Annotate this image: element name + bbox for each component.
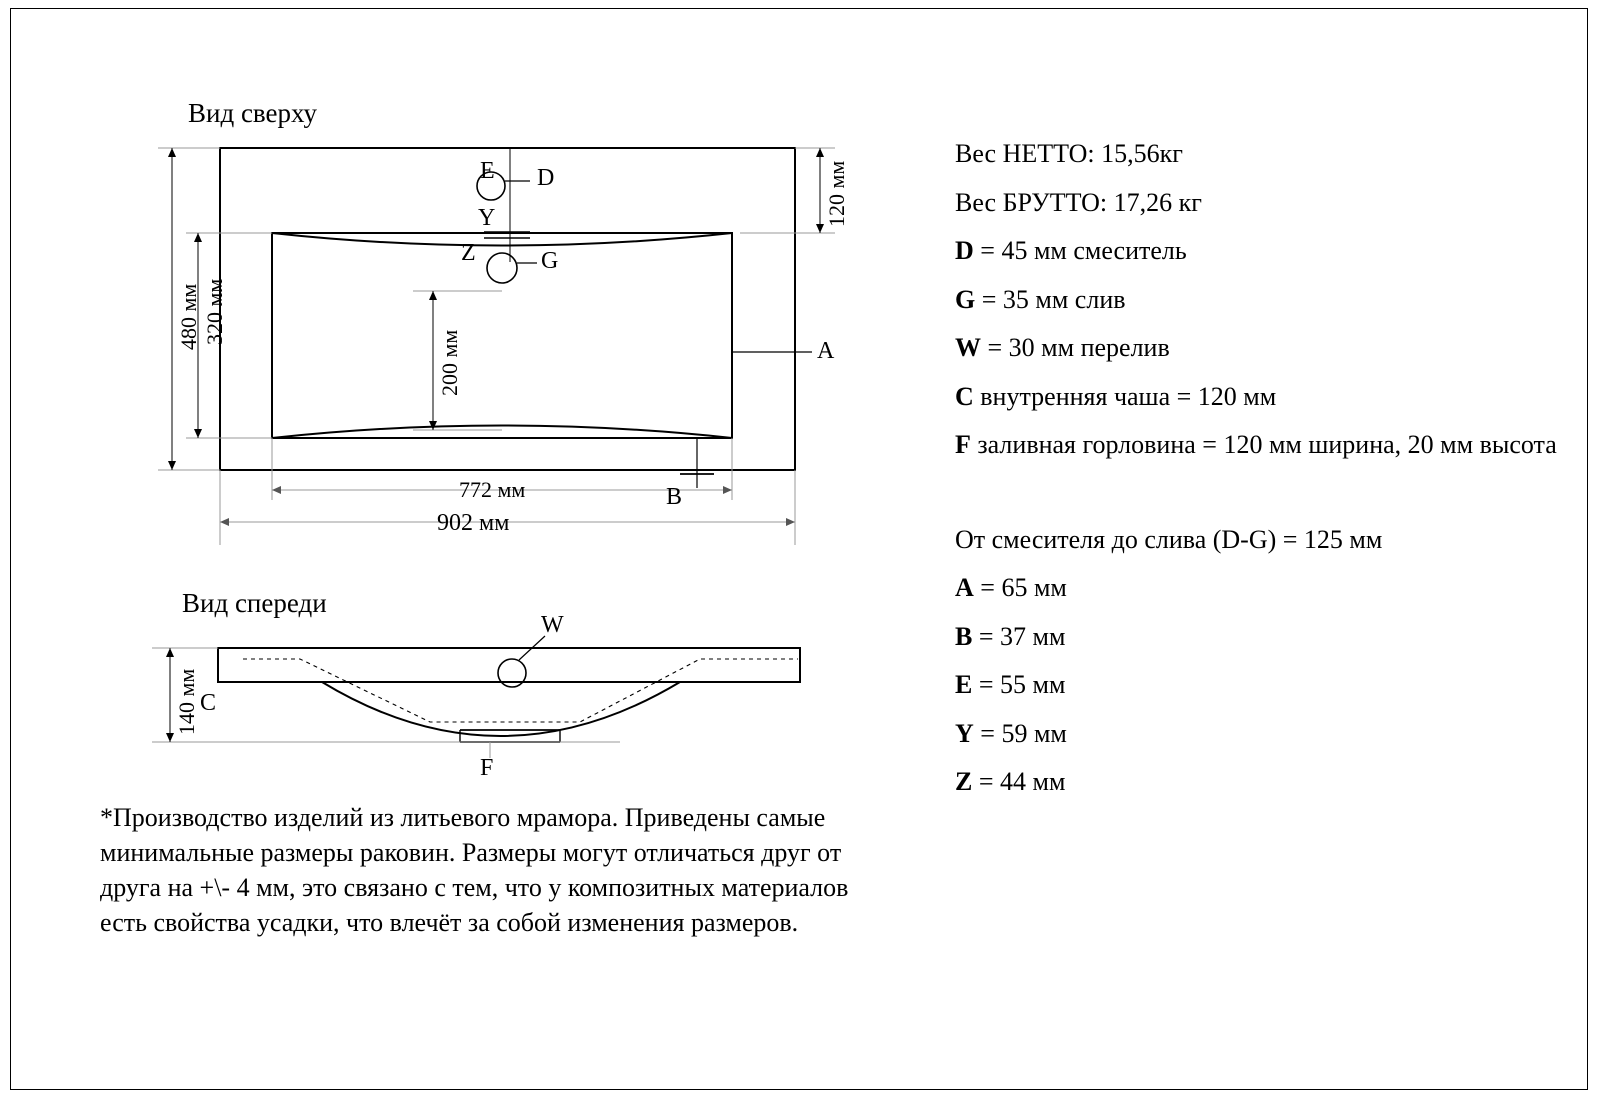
- spec-gross-weight: Вес БРУТТО: 17,26 кг: [955, 187, 1202, 217]
- drain-hole: [487, 253, 517, 283]
- spec-text-a: = 65 мм: [973, 573, 1067, 602]
- dim-140-arrow-bottom: [166, 733, 174, 742]
- label-z: Z: [461, 240, 476, 266]
- label-e: E: [480, 158, 495, 184]
- dim-140-arrow-top: [166, 648, 174, 657]
- spec-text-w: = 30 мм перелив: [981, 333, 1170, 362]
- spec-key-y: Y: [955, 718, 974, 748]
- dim-772-arrow-left: [272, 486, 281, 494]
- spec-item-z: [955, 758, 1575, 807]
- label-b: B: [666, 484, 683, 510]
- spec-key-e: E: [955, 670, 973, 699]
- front-view-bowl-curve: [322, 682, 680, 736]
- specification-list: [955, 130, 1575, 807]
- dim-140: 140 мм: [174, 668, 199, 735]
- spec-key-w: W: [955, 333, 981, 362]
- bowl-curve-bottom: [272, 426, 732, 439]
- front-view-title: Вид спереди: [182, 588, 327, 618]
- label-d: D: [537, 165, 555, 191]
- front-view-slab: [218, 648, 800, 682]
- spec-text-y: = 59 мм: [973, 718, 1067, 748]
- dim-902-arrow-right: [786, 518, 795, 526]
- spec-text-e: = 55 мм: [972, 670, 1066, 699]
- spec-text-g: = 35 мм слив: [975, 284, 1126, 314]
- specs-gap: [955, 470, 1575, 516]
- dim-200-arrow-bottom: [429, 421, 437, 430]
- top-view-title: Вид сверху: [188, 98, 317, 128]
- dim-120-rim: 120 мм: [824, 160, 849, 227]
- dim-320-arrow-bottom: [194, 429, 202, 438]
- dim-320: 320 мм: [202, 278, 227, 345]
- label-w: W: [541, 612, 564, 638]
- spec-key-c: C: [955, 381, 974, 411]
- dim-902: 902 мм: [437, 510, 510, 536]
- label-c: C: [200, 690, 217, 716]
- spec-key-f: F: [955, 430, 971, 459]
- front-view-bowl-dashed: [243, 659, 798, 722]
- bowl-curve-top: [272, 233, 732, 246]
- dim-200-arrow-top: [429, 291, 437, 300]
- spec-distance: От смесителя до слива (D-G) = 125 мм: [955, 524, 1383, 554]
- footnote-text: *Производство изделий из литьевого мрамора. Приведены самые минимальные размеры раковин. Размеры могут отличаться друг от друга на +\- 4 мм, это связано с тем, что у композитных материалов есть свойства усадки, что влечёт за собой изменения размеров.: [100, 803, 849, 937]
- spec-key-b: B: [955, 621, 973, 651]
- top-view-outline: [220, 148, 795, 470]
- spec-text-f: заливная горловина = 120 мм ширина, 20 мм высота: [970, 430, 1557, 459]
- spec-item-y: [955, 710, 1575, 759]
- spec-item-e: [955, 661, 1575, 710]
- dim-120-arrow-top: [816, 148, 824, 157]
- dim-772: 772 мм: [459, 477, 526, 502]
- dim-480-arrow-top: [168, 148, 176, 157]
- spec-text-c: внутренняя чаша = 120 мм: [973, 381, 1277, 411]
- dim-120-arrow-bottom: [816, 224, 824, 233]
- dim-902-arrow-left: [220, 518, 229, 526]
- spec-item-f: [955, 421, 1575, 470]
- spec-item-c: [955, 373, 1575, 422]
- dim-772-arrow-right: [723, 486, 732, 494]
- spec-text-d: = 45 мм смеситель: [973, 236, 1187, 265]
- spec-key-a: A: [955, 573, 974, 602]
- label-a: A: [817, 338, 835, 364]
- label-y: Y: [478, 205, 496, 231]
- spec-item-d: [955, 227, 1575, 276]
- spec-text-z: = 44 мм: [972, 767, 1066, 796]
- label-f: F: [480, 755, 494, 781]
- spec-key-g: G: [955, 284, 976, 314]
- top-view-bowl-rect: [272, 233, 732, 438]
- spec-item-b: [955, 613, 1575, 662]
- spec-item-g: [955, 276, 1575, 325]
- label-g: G: [541, 248, 559, 274]
- spec-key-z: Z: [955, 767, 973, 796]
- spec-text-b: = 37 мм: [972, 621, 1066, 651]
- dim-200: 200 мм: [437, 329, 462, 396]
- dim-320-arrow-top: [194, 233, 202, 242]
- spec-key-d: D: [955, 236, 974, 265]
- spec-item-w: [955, 324, 1575, 373]
- dim-480: 480 мм: [176, 283, 201, 350]
- spec-net-weight: Вес НЕТТО: 15,56кг: [955, 139, 1183, 168]
- spec-item-a: [955, 564, 1575, 613]
- dim-480-arrow-bottom: [168, 461, 176, 470]
